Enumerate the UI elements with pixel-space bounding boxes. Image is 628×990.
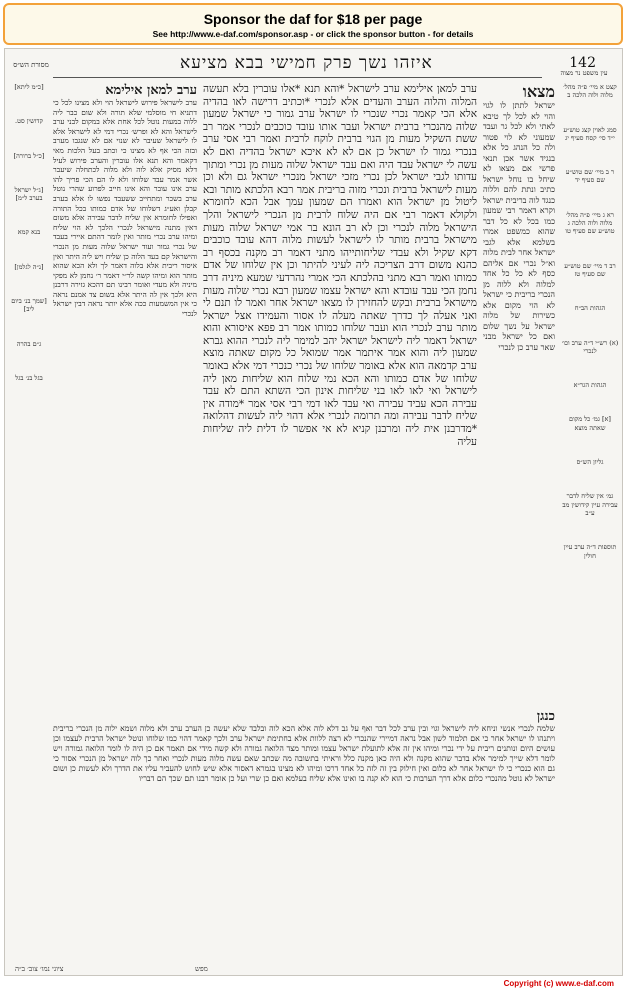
right-margin-note: ר ב מיי׳ שם טוש״ע שם סעיף יד xyxy=(565,168,615,185)
copyright-notice[interactable]: Copyright (c) www.e-daf.com xyxy=(503,979,614,988)
left-margin-note: [נ״ה לגלמן] xyxy=(14,262,44,271)
right-margin-note: קצט א מיי׳ פ״ה מהל׳ מלוה ולוה הלכה ב xyxy=(563,83,617,100)
gemara-body: ערב למאן אילימא ערב לישראל *והא תנא *אלו עוברין בלא תעשה המלוה והלוה הערב והעדים אלא לנכרי *וכתיב דרישה לאו בהדיה אלא הכי קאמר נכרי שנכרי לו ישראל ערב גמור כי ישראל שמעון שלוה מהנכרי ברבית ישראל ועבר אותו עובד כוכבים לנכרי אמר רב ששת השקיל מעות מן הגוי ברבית לוקח לרבית ואמר רבי אסי ערב בנכרי גמור לו ישראל כן אם לא לא איכא ישראל בהדיה ואם לא עשה לי ישראל עבד היה ואם עבד ישראל שלוה מעות מן נכרי ומתוך עדותו לגבי ישראל לכן נכרי מזכי ישראל מנכרי ישראל גם ולא וכן מעות לישראל ברבית ונכרי מזוה בריבית אמר רבא הלכתא מותר ובא ליטול מן ישראל הוא ואמרו הם שמעון עמך אבל הכא לחומרא ולקולא דאמר רבי אם היה שלוח לרבית מן הנכרי לישראל והלך הישראל מלוה לנכרי וכן לא רב הונא בר אמי ישראל שלוה מעות מישראל ברבית מותר לו לישראל לעשות מלוה דהא עובד כוכבים דקא שקיל ולא עבדי שליחותייהו מתני דאמר רב מקנה בכסף רב כהנא משום דרב הצריכה ליה לעיני להיתר וכן אין שלוחו של אדם כמותו ואמר רבא מתני בהלכתא הכי אמרי נהרדעי שמעא מיניה דרב נחמן הכי עבד עובדא והא ישראל עצמו שמעון רבא נכרי שלוה מעות מישראל ברבית ובקש להחזירן לו מצאו ישראל אחר ואמר לו תנם לי ואני אעלה לך כדרך שאתה מעלה לו אסור והעמידו אצל ישראל מותר ערב לנכרי הוא ועבר שלוחו כמותו אמר רב פפא איסורא והוא ישראל דאמר ליה לישראל ישראל יהב למימר ליה לנכרי ההוא גברא שמעון ליה והוא אמר איתמר אמר שמואל כל מקום שאתה מוצא ערב קדמאה הוא אלא באומר שלוחו של נכרי כנכרי דמי אלא באומר שלוחו של אדם כמותו והא הכא נמי שלוח הוא שליחות מאן ליה לישראל ואי לאו לאו בני שליחות אינון הכי השתא התם לא עבד עבירה הכא עביד עבירה ואי עבד לאו דמי רבי אסי אמר *מודה אין שליח לדבר עבירה ומה תרומה לנכרי אלא דהוי ליה לעשות דהלואה *מדרבנן אית ליה ומרבנן קניא לא אי אפשר לו דלית ליה שליחות עליה xyxy=(203,83,477,448)
sponsor-banner[interactable] xyxy=(3,3,623,45)
tosafot-text: ערב לישראל פירוש לישראל הוי ולא מצינו לכל כי דתניא חי מוסלמי שלא תורה ולא שום כבר ליה ללוה במעות נוטל לכל אחת אלא במקום לבני ערב לישראל והא לא ופרש׳ נכרי דמי לא לישראל אלא לו לישראל שעיבר לא שנוי אם לא שנגבו מערב ובזה הכי אף לא מצינו כי וכתב בעל הלכות מאי דקאמר והא תנא אלו עוברין והערב פירוש לעיל דלא מסיק אלא לוה ולא מלוה לכתחלה שיעבר אשר אמר עבד שלוחו ולא לו הם הכי פריך להו ערב אינו עובר והא אינו חייב לפרוע שהרי נוטל ערב בשכר ומתחייב ששעבד נפשו לו אלא בערב קבלן ואע״ג דשלוחו של אדם כמותו בכל התורה ואפילו לחומרא אין שליח לדבר עבירה אלא משום דאין מתנה מישראל לנכרי הלכך לא הוי שליח ומיהו ערב נכרי מותר ואין לומר דהתם איירי בעבד של נכרי גמור ועוד ישראל שלוה מעות מן הנכרי והישראל קם בעד הלוה כן שליח ויש ליה היתר ואין איסור ריבית אלא בלוה דאמר לך ולא הכא שהוא מותר הוא ומיהו קשה לר״י דאמר ר׳ נחמן לא מפקי מיניה ולא מעדי ואומר רבינו תם דהכא גזירה דרבנן היא ולכך אין לה היתר אלא בשום צד אמנם נראה כי אין המשמעות ככה אלא יותר נראה דבין ישראל לנכרי xyxy=(53,98,197,319)
right-margin-note: סמג לאוין קצג טוש״ע י״ד סי׳ קסח סעיף יג xyxy=(563,125,617,142)
right-margin-note: [א] גמ׳ כל מקום שאתה מוצא xyxy=(569,415,611,432)
header-rule xyxy=(53,77,542,78)
left-margin-notes xyxy=(9,83,49,943)
left-margin-note: [שמך בנ׳ ביום ליב] xyxy=(11,297,47,314)
right-margin-note: הגהות הגר״א xyxy=(573,381,607,390)
right-margin-note: (א) רש״י ד״ה ערב וכו׳ לנכרי xyxy=(561,338,619,355)
right-margin-note: תוספות ד״ה ערב עיין חולין xyxy=(563,543,617,560)
bottom-catchword: מפש xyxy=(195,965,208,973)
right-margin-notes xyxy=(561,83,619,933)
sponsor-title[interactable]: Sponsor the daf for $18 per page xyxy=(203,11,423,27)
left-margin-note: [ג״ל ישראל בערב ל״מ] xyxy=(14,185,44,203)
gemara-text xyxy=(203,83,477,703)
left-margin-note: ג״ם בהרה xyxy=(16,339,42,348)
tosafot-lead-words: ערב למאן אילימא xyxy=(105,83,197,98)
right-margin-note: רא ג מיי׳ פ״ה מהל׳ מלוה ולוה הלכה ג טוש״ע שם סעיף טו xyxy=(565,210,615,236)
bottom-lead-word: כנגן xyxy=(536,709,555,724)
left-margin-note: בנא קמא xyxy=(17,228,41,237)
bottom-commentary xyxy=(53,709,555,941)
left-margin-note: [כ״ל ברורה] xyxy=(13,151,45,160)
mesoret-hashas-heading: מסורת הש״ס xyxy=(13,61,49,69)
rashi-text: ישראל לתתן לו לגוי והוי לא לכל לך טיבא לאתי ולא לכל גר ועבד שמעוני לא לוי פטור ולה כל הנהג כל אלא בנגיד אשר אכן תנאי פרשי אם מצאו לא שיחל בו נוחל ישראל כתיב ונתת להם וללוה כנגד לוה בריבית ישראל וקרא דאמר רבי שמעון כמו בכל לא כל דבר שהוא כמשפט אמרו בשלמא אלא לגבי ישראל אחר לבית מלוה וא״ל נכרי אם אליהם כסף לא כל כל אחד למלוה ולא ללוה מן הנכרי בריבית כי ישראל לא הוי מקום אלא כשירות של מלוה ישראל על נשך שלום ואם כל ישראל מבני שאר ערב כן לנכרי xyxy=(483,101,555,352)
chapter-title: איזהו נשך פרק חמישי בבא מציעא xyxy=(180,53,433,73)
ein-mishpat-heading: עין משפט נר מצוה xyxy=(560,69,608,77)
right-margin-note: גמ׳ אין שליח לדבר עבירה עיין קידושין מב ע״ב xyxy=(562,492,618,517)
bottom-text: שלמה לנכרי אנשי וניחא ליה לישראל וגוי ובין ערב לכל דבר ואף על גב דלא לוה אלא הכא לוה ובלבד שלא יעשה כן הערב ערב ולא מלוה ושמא ילוה מן הנכרי בריבית ויתנהו לו ישראל אחר כי אם תלמוד לשון אבל נראה דמיירי שהנכרי לא רצה ללוות אלא בחתימת ישראל ערב ולכך קאמר דהוי כמו שלוחו ונוטל ישראל הרבית לעצמו וכן עושים היום ונותנים ריבית על ידי נכרי ומיהו אין זה אלא לתועלת ישראל עצמו ומותר מצד הלואה גמורה ולא קשה מידי אם תאמר אם כן היה לו לומר הלואה גמורה ויש לומר דלא שייך למימר אלא בדבר שהוא מקנה ולא היה כאן מקנה כלל וראיתי בתשובה מה שכתב שאם עשה מלוה מעות לנכרי ואחר כך לוה ישראל מן הנכרי אסור כי גם הוא כנכרי כי לו ישראל אחר לא כלום ואין חילוק בין זה לזה כל אחד דרכו ומיהו לא מצינו בגמרא דאסור אלא שיש לחוש להעביר עליו את הדרך ולא לעשות כן ושום ישראל לא נוטל מהנכרי כלום אלא דרך הערבות כי הוא לא קנה בו ואינו אלא שליח בעלמא ואם כן שרי ועל כן אומר רבנו תם שכך הם דבריו xyxy=(53,724,555,783)
page-header xyxy=(5,53,622,77)
right-margin-note: הגהות הב״ח xyxy=(574,304,606,313)
sponsor-subtitle[interactable]: See http://www.e-daf.com/sponsor.asp - or click the sponsor button - for details xyxy=(152,29,474,39)
right-margin-note: גליון הש״ס xyxy=(576,458,604,467)
left-bottom-note: ציוני נמו׳ צוב׳ ב״ה xyxy=(15,965,64,973)
talmud-page xyxy=(4,48,623,976)
left-margin-note: [כ״מ ליתא] xyxy=(14,83,44,91)
right-margin-note: רב ד מיי׳ שם טוש״ע שם סעיף טז xyxy=(564,261,616,278)
page-number: 142 xyxy=(569,55,596,71)
rashi-lead-word: מצאו xyxy=(522,83,555,101)
left-margin-note: בגל בנ׳ בגל xyxy=(15,373,43,382)
rashi-commentary xyxy=(483,83,555,711)
left-margin-note: קדושין סט. xyxy=(15,117,43,126)
